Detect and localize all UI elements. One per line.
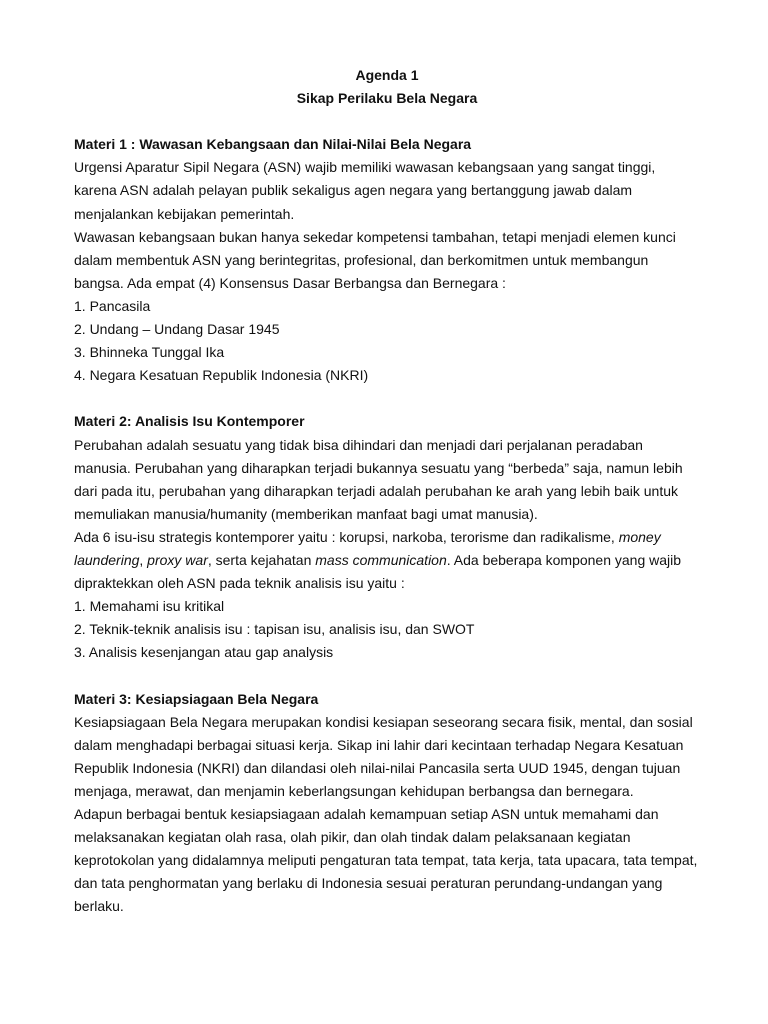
paragraph: Perubahan adalah sesuatu yang tidak bisa dihindari dan menjadi dari perjalanan peradaban manusia. Perubahan yang diharapkan terjadi bukannya sesuatu yang “berbeda” saja, namun lebih dari pada itu, perubahan yang diharapkan terjadi adalah perubahan ke arah yang lebih baik untuk memuliakan manusia/humanity (memberikan manfaat bagi umat manusia). [74,436,683,522]
consensus-list [74,295,700,387]
paragraph-text: , [139,551,148,568]
list-item: 1. Pancasila [74,297,151,314]
document-subtitle: Sikap Perilaku Bela Negara [296,90,478,107]
list-item: 4. Negara Kesatuan Republik Indonesia (NKRI) [74,367,369,384]
emphasis-text: money laundering [74,528,661,568]
section-heading: Materi 1 : Wawasan Kebangsaan dan Nilai-Nilai Bela Negara [74,136,472,153]
spacer [74,387,700,410]
list-item: 3. Analisis kesenjangan atau gap analysis [74,644,334,661]
list-item: 3. Bhinneka Tunggal Ika [74,344,225,361]
paragraph [74,526,700,595]
list-item: 2. Undang – Undang Dasar 1945 [74,321,280,338]
section-materi-3 [74,688,700,919]
paragraph: Urgensi Aparatur Sipil Negara (ASN) wajib memiliki wawasan kebangsaan yang sangat tinggi, karena ASN adalah pelayan publik sekaligus agen negara yang bertanggung jawab dalam menjalankan kebijakan pemerintah. [74,159,656,222]
paragraph: Wawasan kebangsaan bukan hanya sekedar kompetensi tambahan, tetapi menjadi elemen kunci dalam membentuk ASN yang berintegritas, profesional, dan berkomitmen untuk membangun bangsa. Ada empat (4) Konsensus Dasar Berbangsa dan Bernegara : [74,228,676,291]
section-materi-1 [74,133,700,387]
paragraph: Kesiapsiagaan Bela Negara merupakan kondisi kesiapan seseorang secara fisik, mental, dan sosial dalam menghadapi berbagai situasi kerja. Sikap ini lahir dari kecintaan terhadap Negara Kesatuan Republik Indonesia (NKRI) dan dilandasi oleh nilai-nilai Pancasila serta UUD 1945, dengan tujuan menjaga, merawat, dan menjamin keberlangsungan kehidupan berbangsa dan bernegara. [74,713,693,799]
list-item: 2. Teknik-teknik analisis isu : tapisan isu, analisis isu, dan SWOT [74,621,475,638]
section-heading: Materi 2: Analisis Isu Kontemporer [74,413,305,430]
document-page [74,64,700,918]
paragraph: Adapun berbagai bentuk kesiapsiagaan adalah kemampuan setiap ASN untuk memahami dan melaksanakan kegiatan olah rasa, olah pikir, dan olah tindak dalam pelaksanaan kegiatan keprotokolan yang didalamnya meliputi pengaturan tata tempat, tata kerja, tata upacara, tata tempat, dan tata penghormatan yang berlaku di Indonesia sesuai peraturan perundang-undangan yang berlaku. [74,806,698,915]
paragraph-text: , serta kejahatan [207,551,316,568]
document-title: Agenda 1 [355,67,419,83]
paragraph-text: . Ada beberapa komponen yang wajib dipraktekkan oleh ASN pada teknik analisis isu yaitu : [74,551,682,592]
analysis-list [74,595,700,664]
emphasis-text: mass communication [315,551,447,568]
spacer [74,664,700,687]
spacer [74,110,700,133]
emphasis-text: proxy war [147,551,208,568]
section-heading: Materi 3: Kesiapsiagaan Bela Negara [74,690,319,707]
paragraph-text: Ada 6 isu-isu strategis kontemporer yaitu : korupsi, narkoba, terorisme dan radikalisme, [74,528,619,545]
section-materi-2 [74,410,700,664]
list-item: 1. Memahami isu kritikal [74,598,225,615]
